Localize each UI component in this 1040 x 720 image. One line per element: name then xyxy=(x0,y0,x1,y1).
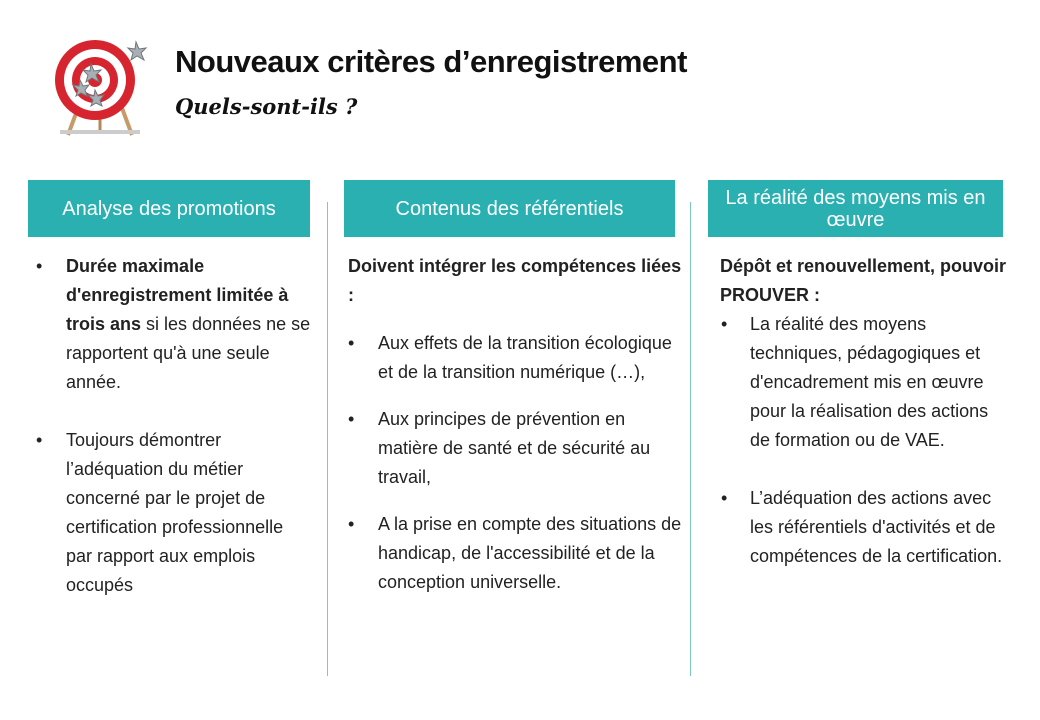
list-item: • Aux principes de prévention en matière de santé et de sécurité au travail, xyxy=(348,405,686,492)
column-header-contenus: Contenus des référentiels xyxy=(344,180,675,237)
column-analyse-body xyxy=(36,252,312,600)
column-moyens-body xyxy=(721,252,1011,571)
target-with-shuriken-icon xyxy=(50,38,150,138)
column-header-moyens: La réalité des moyens mis en œuvre xyxy=(708,180,1003,237)
list-item: • A la prise en compte des situations de handicap, de l'accessibilité et de la conception universelle. xyxy=(348,510,686,597)
list-item: • Toujours démontrer l’adéquation du métier concerné par le projet de certification professionnelle par rapport aux emplois occupés xyxy=(36,426,312,600)
column-divider xyxy=(327,202,328,676)
list-item: • La réalité des moyens techniques, pédagogiques et d'encadrement mis en œuvre pour la réalisation des actions de formation ou de VAE. xyxy=(721,310,1011,455)
list-item: • L’adéquation des actions avec les référentiels d'activités et de compétences de la certification. xyxy=(721,484,1011,571)
column-header-analyse: Analyse des promotions xyxy=(28,180,310,237)
column-divider xyxy=(690,202,691,676)
list-item: • Durée maximale d'enregistrement limitée à trois ans si les données ne se rapportent qu'à une seule année. xyxy=(36,252,312,397)
list-item: • Aux effets de la transition écologique et de la transition numérique (…), xyxy=(348,329,686,387)
column-contenus-body xyxy=(348,252,686,597)
page-title: Nouveaux critères d’enregistrement xyxy=(175,44,687,79)
column-lead: Dépôt et renouvellement, pouvoir PROUVER : xyxy=(720,256,1007,305)
column-lead: Doivent intégrer les compétences liées : xyxy=(348,256,682,305)
page-subtitle: Quels-sont-ils ? xyxy=(175,94,358,119)
